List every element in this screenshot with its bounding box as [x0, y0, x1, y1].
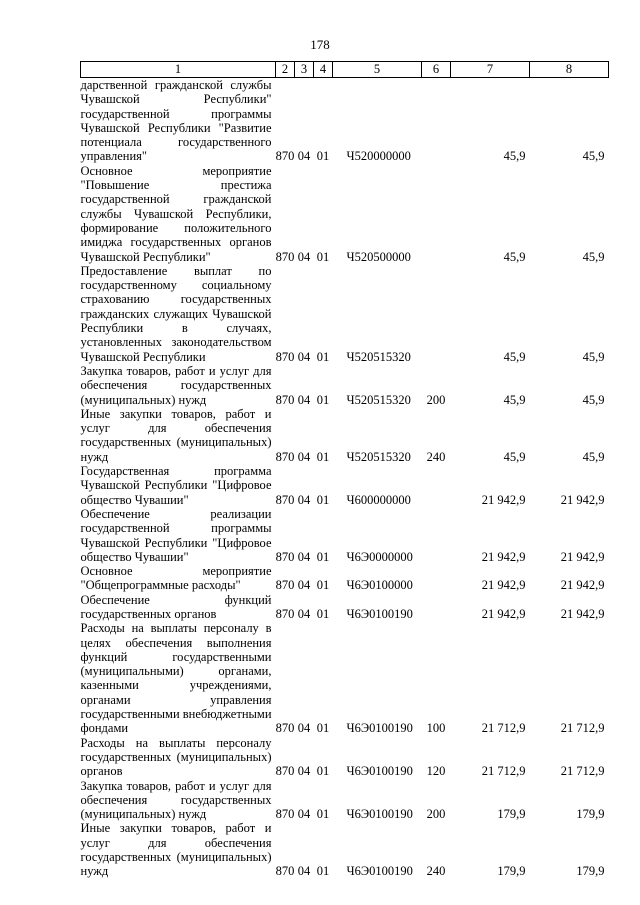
- row-target-article: Ч6Э0100190: [346, 807, 413, 822]
- row-amount-year2: 179,9: [576, 807, 605, 822]
- row-name: Основное мероприятие "Общепрограммные расходы": [80, 564, 272, 593]
- table-row: [81, 164, 609, 264]
- row-subsection: 01: [316, 449, 330, 464]
- row-amount-year2: 21 712,9: [560, 764, 605, 779]
- table-row: [81, 621, 609, 735]
- row-section: 04: [297, 807, 311, 822]
- row-section: 04: [297, 349, 311, 364]
- row-section: 04: [297, 392, 311, 407]
- row-name: Обеспечение функций государственных органов: [80, 592, 272, 621]
- table-row: [81, 779, 609, 822]
- row-target-article: Ч520515320: [346, 392, 411, 407]
- row-subsection: 01: [316, 864, 330, 879]
- row-amount-year1: 21 942,9: [481, 549, 526, 564]
- row-expense-type: 240: [426, 864, 446, 879]
- row-name: Государственная программа Чувашской Республики "Цифровое общество Чувашии": [80, 464, 272, 507]
- column-header: 1: [81, 62, 276, 78]
- table-row: [81, 464, 609, 507]
- row-name: Предоставление выплат по государственному социальному страхованию государственных гражданских служащих Чувашской Республики в случаях, установленных законодательством Чувашской Республики: [80, 263, 272, 364]
- table-row: [81, 564, 609, 593]
- row-name: Иные закупки товаров, работ и услуг для обеспечения государственных (муниципальных) нужд: [80, 406, 272, 464]
- row-target-article: Ч6Э0100000: [346, 578, 413, 593]
- column-header: 3: [295, 62, 314, 78]
- table-row: [81, 264, 609, 364]
- row-amount-year2: 21 942,9: [560, 492, 605, 507]
- row-name: Иные закупки товаров, работ и услуг для обеспечения государственных (муниципальных) нужд: [80, 821, 272, 879]
- row-section: 04: [297, 864, 311, 879]
- column-header: 2: [276, 62, 295, 78]
- row-amount-year1: 21 942,9: [481, 606, 526, 621]
- row-subsection: 01: [316, 606, 330, 621]
- row-target-article: Ч520515320: [346, 449, 411, 464]
- table-body: [81, 78, 609, 879]
- budget-table: [80, 61, 609, 879]
- row-name: Закупка товаров, работ и услуг для обеспечения государственных (муниципальных) нужд: [80, 363, 272, 407]
- row-admin-code: 870: [275, 864, 295, 879]
- row-subsection: 01: [316, 249, 330, 264]
- row-admin-code: 870: [275, 449, 295, 464]
- row-name: дарственной гражданской службы Чувашской Республики" государственной программы Чувашской Республики "Развитие потенциала государственного управления": [80, 78, 272, 164]
- row-subsection: 01: [316, 721, 330, 736]
- row-target-article: Ч520500000: [346, 249, 411, 264]
- table-row: [81, 407, 609, 464]
- row-section: 04: [297, 249, 311, 264]
- row-amount-year1: 45,9: [503, 449, 526, 464]
- row-admin-code: 870: [275, 578, 295, 593]
- table-row: [81, 78, 609, 164]
- row-amount-year1: 179,9: [497, 864, 526, 879]
- row-admin-code: 870: [275, 807, 295, 822]
- row-expense-type: [422, 507, 451, 564]
- row-subsection: 01: [316, 578, 330, 593]
- row-admin-code: 870: [275, 249, 295, 264]
- row-amount-year1: 45,9: [503, 349, 526, 364]
- table-header-row: [81, 62, 609, 78]
- row-amount-year1: 45,9: [503, 392, 526, 407]
- row-expense-type: 200: [426, 392, 446, 407]
- column-header: 6: [422, 62, 451, 78]
- row-amount-year2: 45,9: [582, 349, 605, 364]
- row-amount-year1: 45,9: [503, 149, 526, 164]
- row-subsection: 01: [316, 349, 330, 364]
- row-target-article: Ч6Э0100190: [346, 606, 413, 621]
- row-target-article: Ч600000000: [346, 492, 411, 507]
- row-amount-year1: 45,9: [503, 249, 526, 264]
- row-expense-type: [422, 164, 451, 264]
- row-name: Основное мероприятие "Повышение престижа государственной гражданской службы Чувашской Республики, формирование положительного имиджа государственных органов Чувашской Республики": [80, 163, 272, 264]
- row-name: Обеспечение реализации государственной программы Чувашской Республики "Цифровое общество Чувашии": [80, 506, 272, 564]
- row-target-article: Ч6Э0100190: [346, 721, 413, 736]
- row-amount-year2: 21 942,9: [560, 549, 605, 564]
- row-amount-year1: 21 712,9: [481, 764, 526, 779]
- page-number: 178: [310, 37, 330, 52]
- row-target-article: Ч6Э0100190: [346, 864, 413, 879]
- table-row: [81, 593, 609, 622]
- row-admin-code: 870: [275, 549, 295, 564]
- row-section: 04: [297, 606, 311, 621]
- row-amount-year2: 21 942,9: [560, 606, 605, 621]
- row-subsection: 01: [316, 392, 330, 407]
- row-name: Закупка товаров, работ и услуг для обеспечения государственных (муниципальных) нужд: [80, 778, 272, 822]
- row-admin-code: 870: [275, 606, 295, 621]
- table-row: [81, 507, 609, 564]
- table-row: [81, 736, 609, 779]
- row-amount-year2: 45,9: [582, 449, 605, 464]
- row-admin-code: 870: [275, 764, 295, 779]
- row-subsection: 01: [316, 764, 330, 779]
- row-section: 04: [297, 149, 311, 164]
- row-amount-year1: 21 942,9: [481, 578, 526, 593]
- row-amount-year2: 179,9: [576, 864, 605, 879]
- row-expense-type: 120: [426, 764, 446, 779]
- row-target-article: Ч520515320: [346, 349, 411, 364]
- row-target-article: Ч6Э0100190: [346, 764, 413, 779]
- row-name: Расходы на выплаты персоналу в целях обеспечения выполнения функций государственными (муниципальными) органами, казенными учреждениями, органами управления государственными внебюджетными фондами: [80, 621, 272, 736]
- row-expense-type: 200: [426, 807, 446, 822]
- row-section: 04: [297, 449, 311, 464]
- row-admin-code: 870: [275, 349, 295, 364]
- row-expense-type: 100: [426, 721, 446, 736]
- row-amount-year2: 21 942,9: [560, 578, 605, 593]
- row-target-article: Ч6Э0000000: [346, 549, 413, 564]
- column-header: 7: [451, 62, 530, 78]
- row-admin-code: 870: [275, 721, 295, 736]
- row-amount-year1: 21 712,9: [481, 721, 526, 736]
- row-section: 04: [297, 549, 311, 564]
- row-subsection: 01: [316, 492, 330, 507]
- row-subsection: 01: [316, 807, 330, 822]
- row-name: Расходы на выплаты персоналу государственных (муниципальных) органов: [80, 735, 272, 779]
- row-expense-type: [422, 593, 451, 622]
- row-expense-type: [422, 464, 451, 507]
- row-section: 04: [297, 492, 311, 507]
- row-amount-year2: 21 712,9: [560, 721, 605, 736]
- row-amount-year2: 45,9: [582, 149, 605, 164]
- row-section: 04: [297, 764, 311, 779]
- table-row: [81, 821, 609, 878]
- row-section: 04: [297, 721, 311, 736]
- row-admin-code: 870: [275, 149, 295, 164]
- row-amount-year1: 179,9: [497, 807, 526, 822]
- row-section: 04: [297, 578, 311, 593]
- row-expense-type: [422, 564, 451, 593]
- row-subsection: 01: [316, 149, 330, 164]
- row-amount-year2: 45,9: [582, 249, 605, 264]
- row-admin-code: 870: [275, 392, 295, 407]
- row-admin-code: 870: [275, 492, 295, 507]
- row-expense-type: [422, 78, 451, 164]
- row-subsection: 01: [316, 549, 330, 564]
- column-header: 4: [314, 62, 333, 78]
- column-header: 5: [333, 62, 422, 78]
- column-header: 8: [530, 62, 609, 78]
- table-row: [81, 364, 609, 407]
- row-expense-type: 240: [426, 449, 446, 464]
- row-target-article: Ч520000000: [346, 149, 411, 164]
- row-amount-year1: 21 942,9: [481, 492, 526, 507]
- row-expense-type: [422, 264, 451, 364]
- row-amount-year2: 45,9: [582, 392, 605, 407]
